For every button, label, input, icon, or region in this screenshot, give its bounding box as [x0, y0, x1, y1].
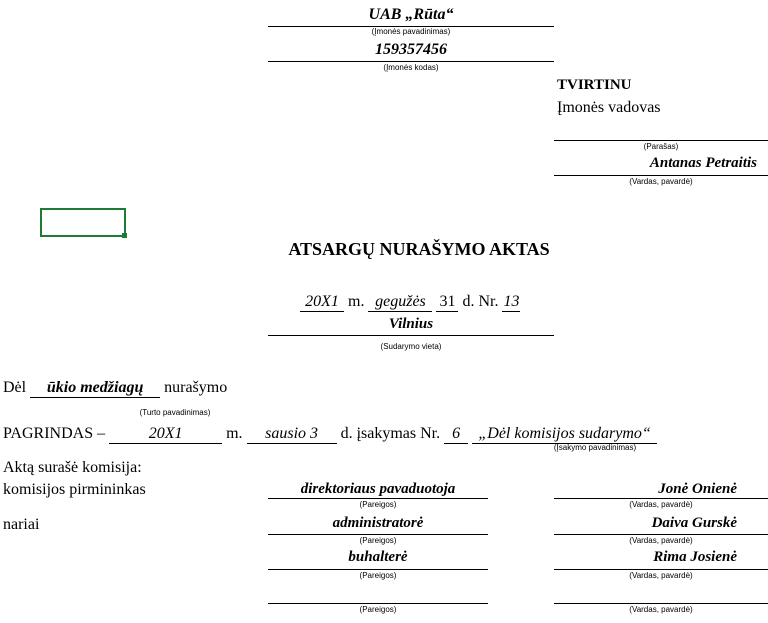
basis-caption: (Įsakymo pavadinimas) [553, 443, 637, 452]
commission-name-3: Rima Josienė [653, 549, 737, 565]
document-title: ATSARGŲ NURAŠYMO AKTAS [288, 239, 550, 259]
position-caption-4: (Pareigos) [359, 605, 397, 614]
basis-label: PAGRINDAS – [3, 425, 106, 442]
commission-name-1: Jonė Onienė [658, 481, 737, 497]
name-caption-1: (Vardas, pavardė) [629, 500, 693, 509]
date-day: 31 [436, 293, 458, 312]
subject-caption: (Turto pavadinimas) [139, 408, 211, 417]
name-line-2 [554, 534, 768, 535]
company-code: 159357456 [375, 41, 447, 58]
approver-name: Antanas Petraitis [649, 155, 757, 171]
date-nr: 13 [503, 293, 520, 310]
subject-prefix: Dėl [3, 379, 27, 396]
commission-name-2: Daiva Gurskė [651, 515, 737, 531]
signature-caption: (Parašas) [643, 142, 679, 151]
name-caption-3: (Vardas, pavardė) [629, 571, 693, 580]
basis-m-label: m. [226, 425, 243, 442]
place-caption: (Sudarymo vieta) [380, 342, 442, 351]
position-line-2 [268, 534, 488, 535]
date-month: gegužės [368, 293, 432, 312]
company-name: UAB „Rūta“ [368, 6, 454, 23]
date-d-label: d. [462, 293, 475, 310]
place-line [268, 335, 554, 336]
subject-suffix: nurašymo [164, 379, 228, 396]
commission-members-label: nariai [3, 516, 40, 533]
place: Vilnius [388, 316, 434, 332]
basis-date: sausio 3 [247, 425, 337, 444]
position-line-4 [268, 603, 488, 604]
commission-position-1: direktoriaus pavaduotoja [300, 481, 456, 497]
approval-role: Įmonės vadovas [557, 99, 661, 116]
basis-line [3, 425, 657, 444]
name-caption-4: (Vardas, pavardė) [629, 605, 693, 614]
date-year: 20X1 [300, 293, 344, 312]
commission-chair-label: komisijos pirmininkas [3, 481, 146, 498]
position-caption-3: (Pareigos) [359, 571, 397, 580]
basis-nr: 6 [444, 425, 468, 444]
company-name-caption: (Įmonės pavadinimas) [371, 27, 451, 36]
approver-name-caption: (Vardas, pavardė) [629, 177, 693, 186]
date-line [300, 293, 520, 312]
position-line-1 [268, 498, 488, 499]
commission-position-2: administratorė [332, 515, 424, 531]
position-caption-1: (Pareigos) [359, 500, 397, 509]
name-line-1 [554, 498, 768, 499]
approver-name-line [554, 175, 768, 176]
commission-position-3: buhalterė [348, 549, 408, 565]
date-m-label: m. [348, 293, 365, 310]
basis-d-label: d. įsakymas Nr. [340, 425, 441, 442]
company-code-line [268, 61, 554, 62]
position-line-3 [268, 569, 488, 570]
approval-heading: TVIRTINU [557, 77, 632, 93]
commission-intro: Aktą surašė komisija: [3, 459, 142, 476]
fill-handle[interactable] [122, 233, 127, 238]
company-code-caption: (Įmonės kodas) [383, 63, 439, 72]
position-caption-2: (Pareigos) [359, 536, 397, 545]
name-line-3 [554, 569, 768, 570]
selected-cell[interactable] [40, 208, 126, 237]
subject-value: ūkio medžiagų [30, 379, 160, 398]
subject-line [3, 379, 227, 398]
basis-year: 20X1 [109, 425, 222, 444]
date-nr-label: Nr. [478, 293, 499, 310]
name-line-4 [554, 603, 768, 604]
basis-order-name: „Dėl komisijos sudarymo“ [472, 425, 657, 444]
name-caption-2: (Vardas, pavardė) [629, 536, 693, 545]
signature-line [554, 140, 768, 141]
